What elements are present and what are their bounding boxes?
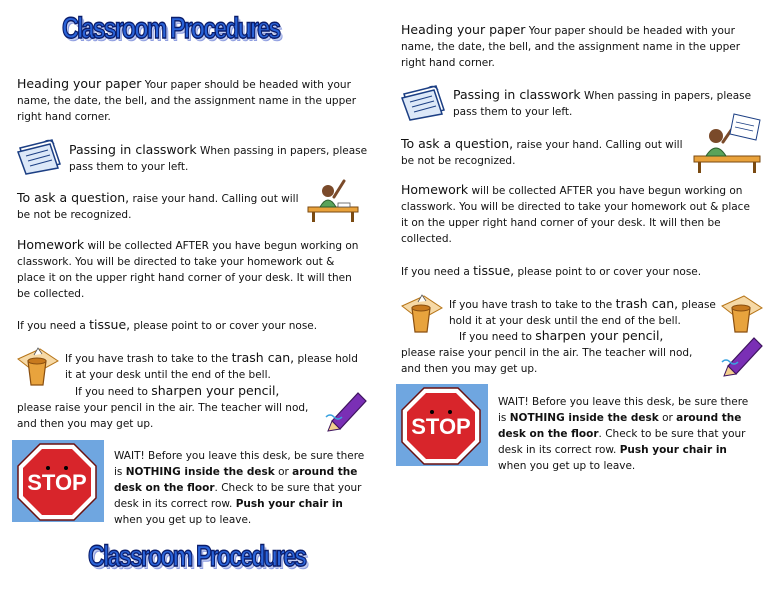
- question-procedure-right: [401, 136, 691, 169]
- wait-procedure: [114, 448, 366, 528]
- trash-procedure: [17, 350, 367, 383]
- passing-body-right: When passing in papers, please pass them to your left.: [453, 90, 752, 118]
- passing-procedure: [69, 142, 369, 175]
- wait-g: when you get up to leave.: [114, 514, 252, 526]
- wait-f: Push your chair in: [235, 498, 343, 510]
- wait-a: WAIT! Before you leave this desk, be sure there is: [114, 450, 365, 478]
- wait-d-right: around the desk on the floor: [498, 412, 742, 440]
- title-banner-bottom-left: Classroom Procedures: [88, 540, 306, 573]
- wait-b: NOTHING inside the desk: [125, 466, 275, 478]
- pencil-icon-right: [720, 332, 766, 378]
- pencil-procedure-right: [401, 328, 701, 377]
- tissue-lead: tissue,: [89, 317, 131, 332]
- question-procedure: [17, 190, 302, 223]
- tissue-procedure-right: [401, 263, 701, 280]
- heading-body: Your paper should be headed with your name, the date, the bell, and the assignment name in the upper right hand corner.: [17, 79, 357, 123]
- trash-body-right: please hold it at your desk until the end of the bell.: [449, 299, 716, 327]
- wait-g-right: when you get up to leave.: [498, 460, 636, 472]
- heading-body-right: Your paper should be headed with your name, the date, the bell, and the assignment name in the upper right hand corner.: [401, 25, 741, 69]
- stop-sign-text-right: STOP: [411, 414, 471, 439]
- homework-procedure: [17, 237, 362, 302]
- wait-c: or: [278, 466, 289, 478]
- tissue-pre: If you need a: [17, 320, 86, 332]
- papers-icon: [16, 138, 64, 176]
- question-body: raise your hand. Calling out will be not be recognized.: [17, 193, 299, 221]
- tissue-pre-right: If you need a: [401, 266, 470, 278]
- homework-lead-right: Homework: [401, 182, 469, 197]
- wait-e-right: . Check to be sure that your desk in its correct row.: [498, 428, 746, 456]
- pencil-pre-right: If you need to: [459, 331, 532, 343]
- tissue-lead-right: tissue,: [473, 263, 515, 278]
- question-body-right: raise your hand. Calling out will be not be recognized.: [401, 139, 683, 167]
- pencil-icon: [324, 387, 370, 433]
- pencil-lead: sharpen your pencil,: [151, 383, 280, 398]
- papers-icon-right: [400, 84, 448, 122]
- trash-procedure-right: [401, 296, 741, 329]
- passing-lead: Passing in classwork: [69, 142, 197, 157]
- stop-sign-text: STOP: [27, 470, 87, 495]
- question-lead: To ask a question,: [17, 190, 130, 205]
- heading-procedure: [17, 76, 367, 125]
- wait-c-right: or: [662, 412, 673, 424]
- homework-body-right: will be collected AFTER you have begun working on classwork. You will be directed to take your homework out & place it on the upper right hand corner of your desk. It will then be collected.: [401, 185, 750, 245]
- heading-procedure-right: [401, 22, 751, 71]
- wait-procedure-right: [498, 394, 750, 474]
- tissue-body-right: please point to or cover your nose.: [517, 266, 702, 278]
- homework-body: will be collected AFTER you have begun working on classwork. You will be directed to take your homework out & place it on the upper right hand corner of your desk. It will then be collected.: [17, 240, 359, 300]
- trash-pre-right: If you have trash to take to the: [449, 299, 613, 311]
- question-lead-right: To ask a question,: [401, 136, 514, 151]
- pencil-body: please raise your pencil in the air. The teacher will nod, and then you may get up.: [17, 402, 309, 430]
- trash-body: please hold it at your desk until the end of the bell.: [65, 353, 358, 381]
- homework-lead: Homework: [17, 237, 85, 252]
- wait-e: . Check to be sure that your desk in its correct row.: [114, 482, 362, 510]
- pencil-pre: If you need to: [75, 386, 148, 398]
- tissue-body: please point to or cover your nose.: [133, 320, 318, 332]
- pencil-procedure: [17, 383, 317, 432]
- stop-sign-icon-right: [396, 384, 488, 466]
- trash-pre: If you have trash to take to the: [65, 353, 229, 365]
- title-banner-top-left: Classroom Procedures: [62, 12, 280, 45]
- trash-lead-right: trash can,: [615, 296, 679, 311]
- heading-lead-right: Heading your paper: [401, 22, 526, 37]
- student-raising-hand-icon-right: [690, 110, 764, 174]
- passing-body: When passing in papers, please pass them to your left.: [69, 145, 368, 173]
- stop-sign-icon: [12, 440, 104, 522]
- homework-procedure-right: [401, 182, 751, 247]
- passing-lead-right: Passing in classwork: [453, 87, 581, 102]
- wait-b-right: NOTHING inside the desk: [509, 412, 659, 424]
- pencil-lead-right: sharpen your pencil,: [535, 328, 664, 343]
- pencil-body-right: please raise your pencil in the air. The teacher will nod, and then you may get up.: [401, 347, 693, 375]
- wait-a-right: WAIT! Before you leave this desk, be sure there is: [498, 396, 749, 424]
- wait-f-right: Push your chair in: [619, 444, 727, 456]
- student-raising-hand-icon: [304, 177, 362, 223]
- wait-d: around the desk on the floor: [114, 466, 358, 494]
- heading-lead: Heading your paper: [17, 76, 142, 91]
- trash-lead: trash can,: [231, 350, 295, 365]
- tissue-procedure: [17, 317, 317, 334]
